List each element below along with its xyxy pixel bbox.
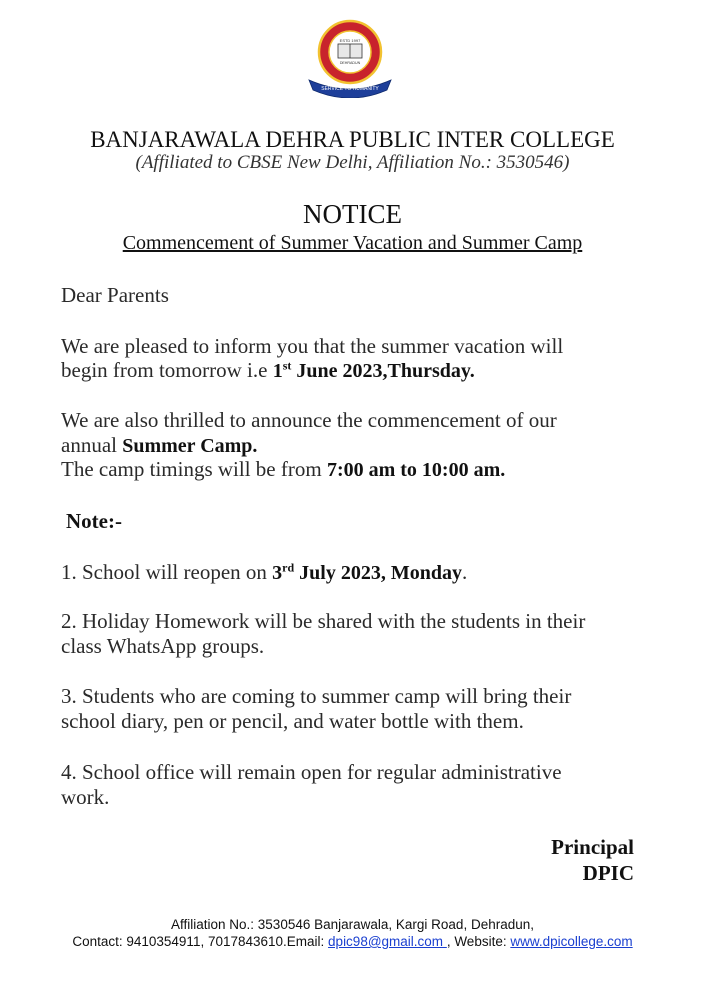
para1-line1: We are pleased to inform you that the summer vacation will xyxy=(61,334,564,358)
notice-title: NOTICE xyxy=(303,199,402,229)
para1-line2-prefix: begin from tomorrow i.e xyxy=(61,358,273,382)
camp-timings: 7:00 am to 10:00 am. xyxy=(326,459,506,481)
point-2-line1: 2. Holiday Homework will be shared with the students in their xyxy=(61,609,586,633)
signature-org: DPIC xyxy=(582,861,634,885)
signature-title: Principal xyxy=(551,835,634,859)
affiliation-note: (Affiliated to CBSE New Delhi, Affiliation No.: 3530546) xyxy=(135,152,570,173)
vacation-start-date: 1st June 2023,Thursday. xyxy=(272,358,475,382)
point-3-line1: 3. Students who are coming to summer camp will bring their xyxy=(61,684,572,708)
point-3-line2: school diary, pen or pencil, and water bottle with them. xyxy=(61,709,524,733)
school-name: BANJARAWALA DEHRA PUBLIC INTER COLLEGE xyxy=(90,127,615,152)
note-heading: Note:- xyxy=(66,509,122,533)
point-4-line1: 4. School office will remain open for regular administrative xyxy=(61,760,562,784)
website-link[interactable]: www.dpicollege.com xyxy=(510,934,633,949)
point-2-line2: class WhatsApp groups. xyxy=(61,634,265,658)
para2-line2: annual Summer Camp. xyxy=(61,433,258,457)
para2-line3: The camp timings will be from 7:00 am to 10:00 am. xyxy=(61,457,506,481)
school-logo xyxy=(305,18,395,98)
logo-estd: ESTD 1997 xyxy=(339,38,361,43)
notice-subtitle: Commencement of Summer Vacation and Summer Camp xyxy=(122,232,583,254)
logo-ribbon-text: SERVICE TO HUMANITY xyxy=(321,86,379,92)
footer-contact: Contact: 9410354911, 7017843610.Email: dpic98@gmail.com , Website: www.dpicollege.com xyxy=(72,934,633,949)
summer-camp-label: Summer Camp. xyxy=(122,435,258,457)
point-4-line2: work. xyxy=(61,785,110,809)
email-link[interactable]: dpic98@gmail.com xyxy=(328,934,447,949)
para1-line2 xyxy=(61,358,475,383)
salutation: Dear Parents xyxy=(61,283,169,307)
footer-address: Affiliation No.: 3530546 Banjarawala, Kargi Road, Dehradun, xyxy=(171,917,534,932)
point-1: 1. School will reopen on 3rd July 2023, Monday. xyxy=(61,560,468,584)
reopen-date: 3rd July 2023, Monday xyxy=(272,560,462,584)
logo-place: DEHRADUN xyxy=(339,61,361,65)
para2-line1: We are also thrilled to announce the commencement of our xyxy=(61,408,557,432)
